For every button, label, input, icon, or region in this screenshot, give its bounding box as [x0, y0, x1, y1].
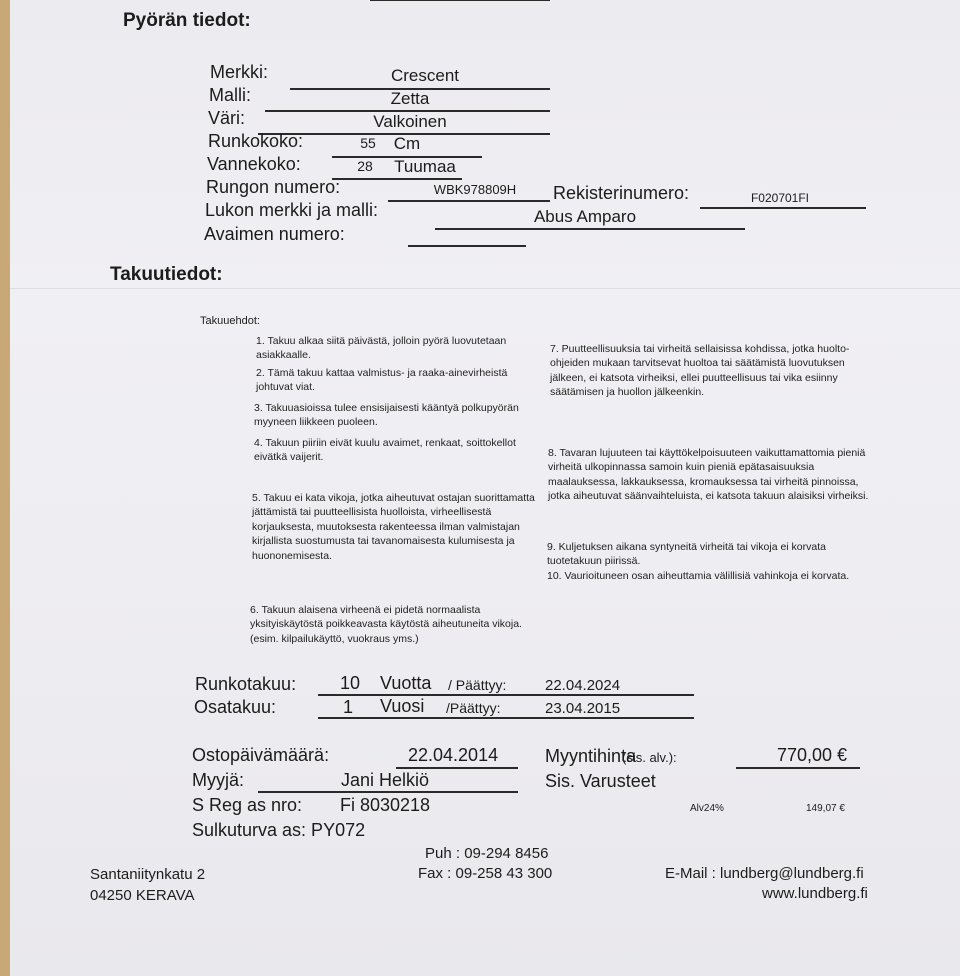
- terms-heading: Takuuehdot:: [200, 315, 260, 327]
- lock-label: Lukon merkki ja malli:: [205, 200, 379, 220]
- brand-label: Merkki:: [210, 62, 268, 82]
- term-6: 6. Takuun alaisena virheenä ei pidetä normaalista yksityiskäytöstä poikkeavasta käytöstä aiheutuneita vikoja. (esim. kilpailukäyttö, vuokraus yms.): [250, 604, 522, 645]
- color-label: Väri:: [208, 108, 246, 128]
- purchase-date-line: [396, 767, 518, 769]
- term-5: 5. Takuu ei kata vikoja, jotka aiheutuvat ostajan suorittamatta jättämistä tai puutteellisista huolloista, virheellisestä korjauksesta, muutoksesta rakenteessa ilman valmistajan kirjallista suostumusta tai tavanomaisesta kulumisesta ja huononemisesta.: [252, 492, 535, 562]
- parts-warranty-ends-label: /Päättyy:: [446, 700, 501, 716]
- parts-warranty-years: 1: [343, 697, 354, 717]
- seller-line: [258, 791, 518, 793]
- footer-email: E-Mail : lundberg@lundberg.fi: [665, 865, 864, 882]
- frame-number-value: WBK978809H: [433, 182, 517, 197]
- lock-insurance: Sulkuturva as: PY072: [192, 820, 366, 840]
- reg-number-value: F020701FI: [750, 191, 810, 205]
- vat-amount: 149,07 €: [806, 803, 845, 814]
- bike-info-heading: Pyörän tiedot:: [123, 10, 251, 31]
- price-line: [736, 767, 860, 769]
- key-number-label: Avaimen numero:: [204, 224, 345, 244]
- price-label: Myyntihinta: [545, 746, 637, 766]
- frame-warranty-line: [318, 694, 694, 696]
- wheel-size-label: Vannekoko:: [207, 154, 301, 174]
- footer-city: 04250 KERAVA: [90, 887, 195, 904]
- frame-warranty-years: 10: [340, 673, 361, 693]
- s-reg-value: Fi 8030218: [340, 795, 431, 815]
- frame-size-value: 55: [360, 135, 376, 151]
- purchase-date: 22.04.2014: [408, 745, 499, 765]
- term-2: 2. Tämä takuu kattaa valmistus- ja raaka-ainevirheistä johtuvat viat.: [256, 367, 508, 394]
- frame-warranty-ends-label: / Päättyy:: [448, 677, 507, 693]
- term-8: 8. Tavaran lujuuteen tai käyttökelpoisuuteen vaikuttamattomia pieniä virheitä ulkopinnassa samoin kuin pieniä epätasaisuuksia maalauksessa, lakkauksessa, kromauksessa tai virheitä pinnoissa, jotka aiheutuvat säänvaihteluista, ei katsota takuun alaisiksi virheiksi.: [548, 447, 869, 503]
- frame-number-label: Rungon numero:: [206, 177, 341, 197]
- reg-number-line: [700, 207, 866, 209]
- warranty-document: [10, 0, 960, 976]
- footer-web: www.lundberg.fi: [762, 885, 868, 902]
- includes-text: Sis. Varusteet: [545, 771, 656, 791]
- reg-number-label: Rekisterinumero:: [553, 183, 690, 203]
- parts-warranty-end: 23.04.2015: [545, 700, 621, 717]
- top-edge-line: [370, 0, 550, 1]
- footer-phone: Puh : 09-294 8456: [425, 845, 549, 862]
- seller-label: Myyjä:: [192, 770, 245, 790]
- term-3: 3. Takuuasioissa tulee ensisijaisesti kääntyä polkupyörän myyneen liikkeen puoleen.: [254, 402, 519, 429]
- frame-number-line: [388, 200, 550, 202]
- term-4: 4. Takuun piiriin eivät kuulu avaimet, renkaat, soittokellot eivätkä vaijerit.: [254, 437, 516, 464]
- key-number-line: [408, 245, 526, 247]
- seller-value: Jani Helkiö: [341, 770, 430, 790]
- term-1: 1. Takuu alkaa siitä päivästä, jolloin pyörä luovutetaan asiakkaalle.: [256, 335, 507, 362]
- color-value: Valkoinen: [373, 112, 447, 131]
- warranty-heading: Takuutiedot:: [110, 264, 223, 285]
- paper-fold: [10, 288, 960, 289]
- price-note: (sis. alv.):: [622, 750, 677, 765]
- frame-warranty-label: Runkotakuu:: [195, 674, 297, 694]
- brand-value: Crescent: [390, 66, 460, 85]
- parts-warranty-line: [318, 717, 694, 719]
- lock-value: Abus Amparo: [533, 207, 637, 226]
- price-value: 770,00 €: [777, 745, 848, 765]
- vat-label: Alv24%: [690, 803, 724, 814]
- parts-warranty-unit: Vuosi: [380, 696, 425, 716]
- footer-fax: Fax : 09-258 43 300: [418, 865, 553, 882]
- frame-size-unit: Cm: [393, 134, 421, 153]
- frame-warranty-end: 22.04.2024: [545, 677, 621, 694]
- parts-warranty-label: Osatakuu:: [194, 697, 277, 717]
- purchase-date-label: Ostopäivämäärä:: [192, 745, 330, 765]
- term-9: 9. Kuljetuksen aikana syntyneitä virheitä tai vikoja ei korvata tuotetakuun piirissä.: [547, 541, 826, 568]
- model-value: Zetta: [390, 89, 430, 108]
- wheel-size-line: [332, 178, 462, 180]
- lock-line: [435, 228, 745, 230]
- term-10: 10. Vaurioituneen osan aiheuttamia välillisiä vahinkoja ei korvata.: [547, 570, 850, 582]
- s-reg-label: S Reg as nro:: [192, 795, 303, 815]
- model-label: Malli:: [209, 85, 252, 105]
- frame-size-label: Runkokoko:: [208, 131, 304, 151]
- wheel-size-unit: Tuumaa: [394, 157, 456, 176]
- term-7: 7. Puutteellisuuksia tai virheitä sellaisissa kohdissa, jotka huolto-ohjeiden mukaan tarvitsevat huoltoa tai säätämistä luovutuksen jälkeen, ei katsota virheiksi, ellei puutteellisuus tai vika esiinny säätämisen ja huollon jälkeenkin.: [550, 343, 850, 399]
- wheel-size-value: 28: [357, 158, 373, 174]
- frame-warranty-unit: Vuotta: [380, 673, 432, 693]
- footer-street: Santaniitynkatu 2: [90, 866, 206, 883]
